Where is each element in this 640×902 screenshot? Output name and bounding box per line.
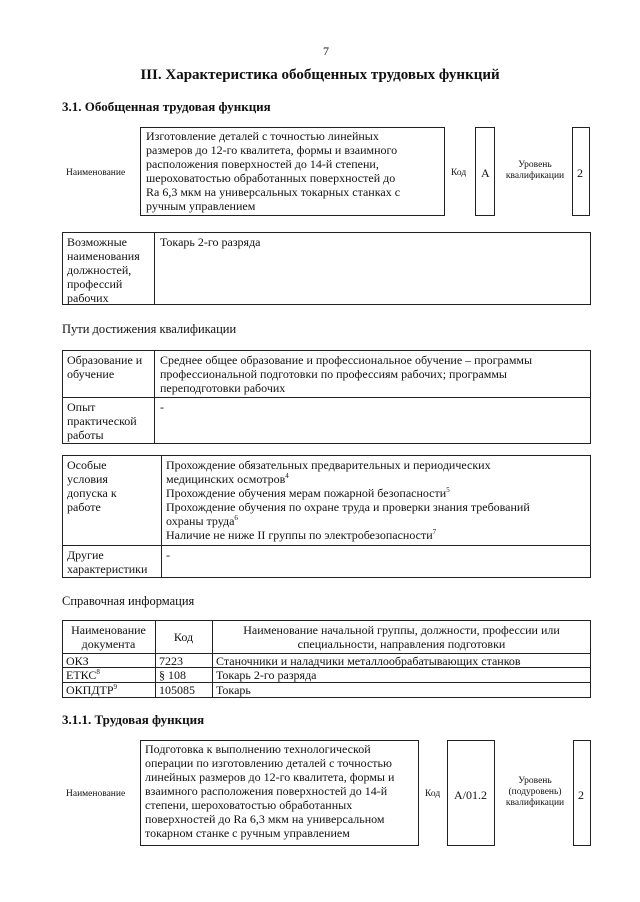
special-label: Особые xyxy=(67,458,107,472)
positions-label: Возможные xyxy=(67,235,127,249)
other-label: характеристики xyxy=(67,562,148,576)
positions-label: наименования xyxy=(67,249,140,263)
name-line: степени, шероховатостью обработанных xyxy=(145,798,353,812)
level-label: квалификации xyxy=(505,798,565,808)
ref-code: 7223 xyxy=(159,654,183,668)
ref-col-header: документа xyxy=(81,637,136,651)
paths-heading: Пути достижения квалификации xyxy=(62,322,237,336)
education-value: переподготовки рабочих xyxy=(160,381,286,395)
other-value: - xyxy=(166,548,170,562)
name-line: шероховатостью обработанных поверхностей до xyxy=(146,171,396,185)
name-line: операции по изготовлению деталей с точностью xyxy=(145,756,392,770)
education-label: Образование и xyxy=(67,353,143,367)
section-title: III. Характеристика обобщенных трудовых функций xyxy=(140,67,500,83)
level-box xyxy=(572,127,590,216)
positions-value: Токарь 2-го разряда xyxy=(160,235,261,249)
ref-col-header: Наименование xyxy=(71,623,146,637)
ref-col-header: специальности, направления подготовки xyxy=(297,637,506,651)
name-line: расположения поверхностей до 14-й степени, xyxy=(146,157,379,171)
labor-function-heading: 3.1.1. Трудовая функция xyxy=(62,712,205,727)
ref-name: Токарь 2-го разряда xyxy=(216,668,317,682)
name-label: Наименование xyxy=(66,789,126,799)
level-label: квалификации xyxy=(505,171,565,181)
experience-label: практической xyxy=(67,414,137,428)
ref-code: § 108 xyxy=(159,668,186,682)
name-line: Подготовка к выполнению технологической xyxy=(145,742,371,756)
ref-name: Токарь xyxy=(216,683,251,697)
name-line: поверхностей до Ra 6,3 мкм на универсальном xyxy=(145,812,385,826)
name-line: Изготовление деталей с точностью линейных xyxy=(146,129,379,143)
code-label: Код xyxy=(451,168,467,178)
positions-label: профессий xyxy=(67,277,123,291)
ref-col-header: Наименование начальной группы, должности, профессии или xyxy=(243,623,560,637)
experience-value: - xyxy=(160,400,164,414)
special-label: условия xyxy=(67,472,108,486)
level-label: Уровень xyxy=(518,776,552,786)
special-item: Прохождение обязательных предварительных и периодических xyxy=(166,458,491,472)
ref-col-header: Код xyxy=(173,630,194,644)
level-box xyxy=(573,740,591,846)
table-row: ОКЗ xyxy=(66,654,89,668)
labor-function-name-box xyxy=(140,740,419,846)
table-row: ЕТКС$^8$ xyxy=(66,668,100,682)
special-label: работе xyxy=(67,500,101,514)
table-row: ОКПДТР$^9$ xyxy=(66,683,118,697)
positions-label: должностей, xyxy=(67,263,132,277)
name-line: линейных размеров до 12-го квалитета, формы и xyxy=(145,770,395,784)
positions-label: рабочих xyxy=(67,291,109,305)
reference-heading: Справочная информация xyxy=(62,594,195,608)
function-name-box xyxy=(140,127,445,216)
special-item: медицинских осмотров$^4$ xyxy=(166,472,289,486)
special-item: Наличие не ниже II группы по электробезопасности$^7$ xyxy=(166,528,437,542)
code-value: A/01.2 xyxy=(454,788,487,802)
special-item: охраны труда$^6$ xyxy=(166,514,238,528)
level-label: Уровень xyxy=(518,160,552,170)
code-label: Код xyxy=(425,789,441,799)
experience-label: Опыт xyxy=(67,400,96,414)
education-value: профессиональной подготовки по профессиям рабочих; программы xyxy=(160,367,507,381)
level-value: 2 xyxy=(578,788,584,802)
name-line: ручным управлением xyxy=(146,199,256,213)
education-value: Среднее общее образование и профессиональное обучение – программы xyxy=(160,353,533,367)
page-number: 7 xyxy=(323,44,329,58)
code-box xyxy=(447,740,495,846)
code-value: А xyxy=(481,166,490,180)
level-value: 2 xyxy=(577,166,583,180)
name-label: Наименование xyxy=(66,168,126,178)
name-line: размеров до 12-го квалитета, формы и взаимного xyxy=(146,143,398,157)
name-line: токарном станке с ручным управлением xyxy=(145,826,350,840)
ref-code: 105085 xyxy=(159,683,195,697)
special-item: Прохождение обучения по охране труда и проверки знания требований xyxy=(166,500,530,514)
special-label: допуска к xyxy=(67,486,117,500)
level-label: (подуровень) xyxy=(508,787,562,797)
name-line: Ra 6,3 мкм на универсальных токарных станках с xyxy=(146,185,401,199)
ref-name: Станочники и наладчики металлообрабатывающих станков xyxy=(216,654,521,668)
special-item: Прохождение обучения мерам пожарной безопасности$^5$ xyxy=(166,486,450,500)
code-box xyxy=(475,127,495,216)
generalized-function-heading: 3.1. Обобщенная трудовая функция xyxy=(62,99,271,114)
experience-label: работы xyxy=(67,428,104,442)
name-line: взаимного расположения поверхностей до 14-й xyxy=(145,784,388,798)
other-label: Другие xyxy=(67,548,104,562)
education-label: обучение xyxy=(67,367,115,381)
positions-table xyxy=(62,232,591,305)
